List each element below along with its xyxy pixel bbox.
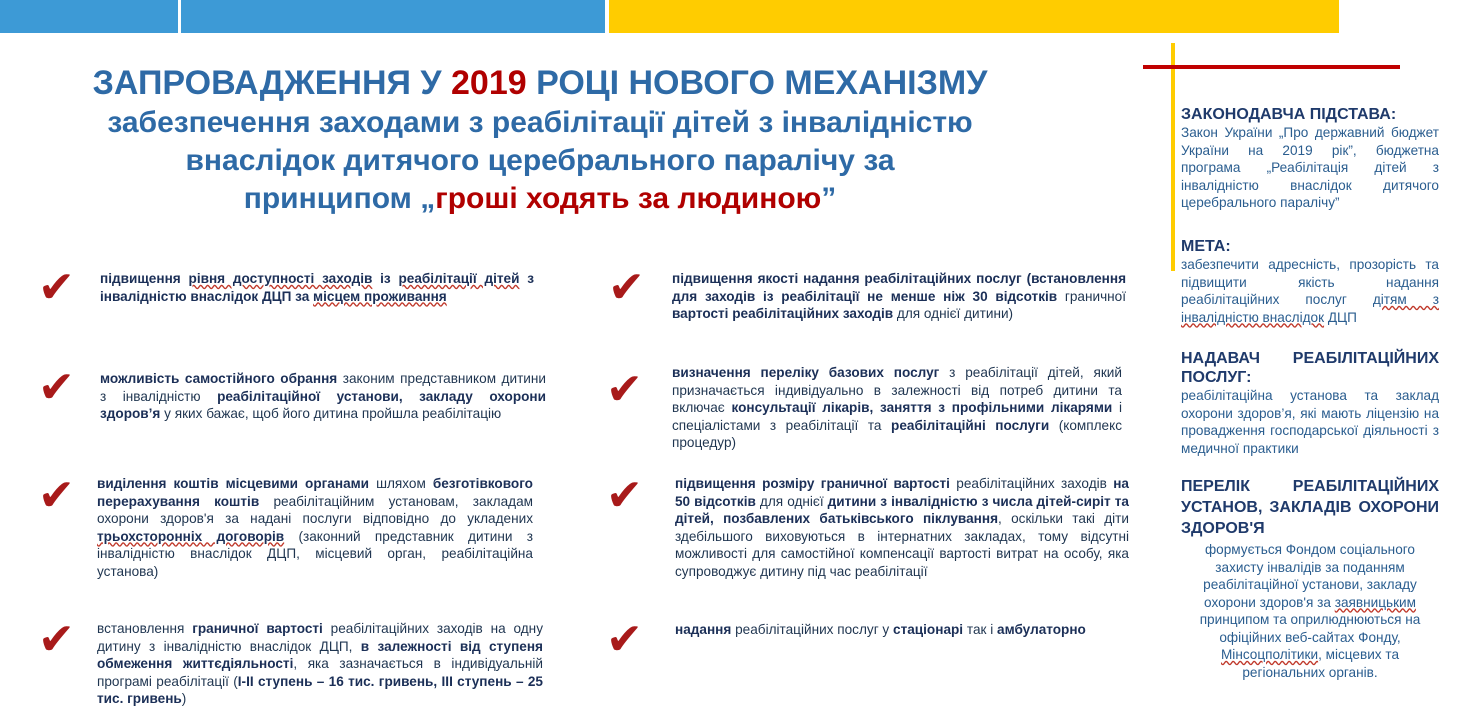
top-bar-blue	[181, 0, 605, 33]
middle-item-1	[672, 270, 1126, 323]
middle-item-3	[675, 475, 1129, 580]
page-title	[20, 62, 1060, 218]
text-fragment: підвищення розміру граничної вартості	[675, 476, 950, 491]
checkmark-icon: ✔	[38, 262, 75, 313]
checkmark-icon: ✔	[608, 262, 645, 313]
text-fragment: амбулаторно	[997, 622, 1086, 637]
goal-block	[1181, 237, 1439, 326]
checkmark-icon: ✔	[606, 614, 643, 665]
provider-title: НАДАВАЧ РЕАБІЛІТАЦІЙНИХ ПОСЛУГ:	[1181, 350, 1439, 386]
text-fragment: дитини з інвалідністю з числа дітей-сиріт та дітей, позбавлених батьківського піклування	[675, 493, 1129, 526]
text-fragment: надання	[675, 622, 732, 637]
title-slogan: гроші ходять за людиною	[435, 182, 822, 215]
text-fragment: реабілітаційної установи, закладу охорони здоров’я	[100, 388, 546, 421]
title-year: 2019	[451, 64, 527, 102]
checkmark-icon: ✔	[38, 614, 75, 665]
text-fragment: у яких бажає, щоб його дитина пройшла реабілітацію	[160, 406, 502, 421]
title-line-1: ЗАПРОВАДЖЕННЯ У 2019 РОЦІ НОВОГО МЕХАНІЗМУ	[92, 64, 988, 102]
text-fragment: , оскільки такі діти здебільшого виховуються в інтернатних закладах, тому відсутні можливості для самостійної компенсації вартості витрат на особу, яка супроводжує дитину під час реабілітації	[675, 511, 1129, 579]
text-fragment: підвищення якості надання реабілітаційних послуг (встановлення для заходів із реабілітації не менше ніж 30 відсотків	[672, 271, 1126, 304]
left-item-3	[97, 475, 533, 580]
text-fragment: , яка зазначається в індивідуальній програмі реабілітації (	[97, 656, 543, 689]
text-fragment: граничної вартості	[192, 621, 323, 636]
text-fragment: стаціонарі	[893, 622, 964, 637]
top-bar-yellow	[609, 0, 1339, 33]
text-fragment: трьохсторонніх договорів	[97, 528, 285, 544]
text-fragment: законим представником дитини з інвалідністю	[100, 371, 546, 404]
text-fragment: місцем проживання	[313, 288, 447, 304]
provider-block	[1181, 349, 1439, 457]
text-fragment: )	[181, 691, 187, 706]
text-fragment: виділення коштів місцевими органами	[97, 476, 370, 491]
text-fragment: на 50 відсотків	[675, 476, 1129, 509]
text-fragment: безготівкового перерахування коштів	[97, 476, 533, 509]
checkmark-icon: ✔	[38, 470, 75, 521]
text-fragment: вартості реабілітаційних заходів	[672, 306, 894, 321]
text-fragment: шляхом	[369, 476, 433, 491]
text-fragment: реабілітації дітей	[398, 271, 520, 286]
text-fragment: із	[372, 271, 399, 286]
text-fragment: реабілітаційним установам, закладам охорони здоров'я за надані послуги відповідно до укладених	[97, 493, 533, 526]
legal-basis-block	[1181, 105, 1439, 212]
legal-basis-title: ЗАКОНОДАВЧА ПІДСТАВА:	[1181, 106, 1397, 123]
text-fragment: визначення переліку базових послуг	[672, 365, 940, 380]
text-fragment: рівня доступності заходів	[188, 271, 373, 286]
red-horizontal-line	[1143, 65, 1400, 69]
middle-item-2	[672, 364, 1122, 452]
text-fragment: так і	[963, 622, 998, 637]
goal-title: МЕТА:	[1181, 238, 1231, 255]
text-fragment: І-ІІ ступень – 16 тис. гривень, ІІІ ступень – 25 тис. гривень	[97, 673, 543, 706]
checkmark-icon: ✔	[606, 470, 643, 521]
text-fragment: реабілітаційних заходів	[949, 476, 1114, 491]
left-item-1	[100, 270, 534, 305]
checkmark-icon: ✔	[38, 362, 75, 413]
left-item-4	[97, 620, 543, 708]
text-fragment: консультації лікарів, заняття з профільними лікарями	[731, 400, 1113, 415]
list-title: ПЕРЕЛІК РЕАБІЛІТАЦІЙНИХ УСТАНОВ, ЗАКЛАДІВ ОХОРОНИ ЗДОРОВ'Я	[1181, 478, 1439, 537]
text-fragment: граничної	[1057, 288, 1127, 304]
text-fragment: реабілітаційних послуг у	[731, 622, 894, 637]
text-fragment: для однієї дитини)	[893, 306, 1014, 321]
text-fragment: і спеціалістами з реабілітації та	[672, 400, 1122, 433]
legal-basis-text: Закон України „Про державний бюджет України на 2019 рік”, бюджетна програма „Реабілітація дітей з інвалідністю внаслідок дитячого церебрального паралічу”	[1181, 125, 1439, 210]
list-block	[1181, 476, 1439, 681]
checkmark-icon: ✔	[606, 364, 643, 415]
title-line-2: забезпечення заходами з реабілітації дітей з інвалідністю	[107, 106, 973, 139]
title-line-4: принципом „гроші ходять за людиною”	[243, 182, 837, 215]
middle-item-4	[675, 621, 1129, 639]
left-item-2	[100, 370, 546, 423]
list-text: формується Фондом соціального захисту інвалідів за поданням реабілітаційної установи, закладу охорони здоров'я за заявницьким принципом та оприлюднюються на офіційних веб-сайтах Фонду, Мінсоцполітики, місцевих та регіональних органів.	[1199, 542, 1421, 680]
provider-text: реабілітаційна установа та заклад охорони здоров’я, які мають ліцензію на провадження господарської діяльності з медичної практики	[1181, 388, 1439, 456]
text-fragment: з інвалідністю внаслідок ДЦП за	[100, 271, 534, 304]
text-fragment: з реабілітації дітей, який призначається індивідуально в залежності від потреб дитини та включає	[672, 365, 1122, 415]
text-fragment: реабілітаційні послуги	[891, 417, 1050, 433]
top-bar-blue-left	[0, 0, 178, 33]
text-fragment: (комплекс процедур)	[672, 417, 1122, 450]
title-line-3: внаслідок дитячого церебрального паралічу за	[185, 144, 895, 177]
text-fragment: підвищення	[100, 271, 189, 286]
text-fragment: для однієї	[755, 493, 828, 509]
text-fragment: реабілітаційних заходів на одну дитину з інвалідністю внаслідок ДЦП,	[97, 621, 543, 654]
text-fragment: (законний представник дитини з інвалідністю внаслідок ДЦП, місцевий орган, реабілітаційна установа)	[97, 528, 533, 579]
text-fragment: встановлення	[97, 621, 193, 636]
goal-text: забезпечити адресність, прозорість та підвищити якість надання реабілітаційних послуг дітям з інвалідністю внаслідок ДЦП	[1181, 257, 1439, 325]
text-fragment: в залежності від ступеня обмеження життєдіяльності	[97, 638, 543, 671]
yellow-vertical-line	[1171, 43, 1175, 271]
text-fragment: можливість самостійного обрання	[100, 371, 338, 386]
